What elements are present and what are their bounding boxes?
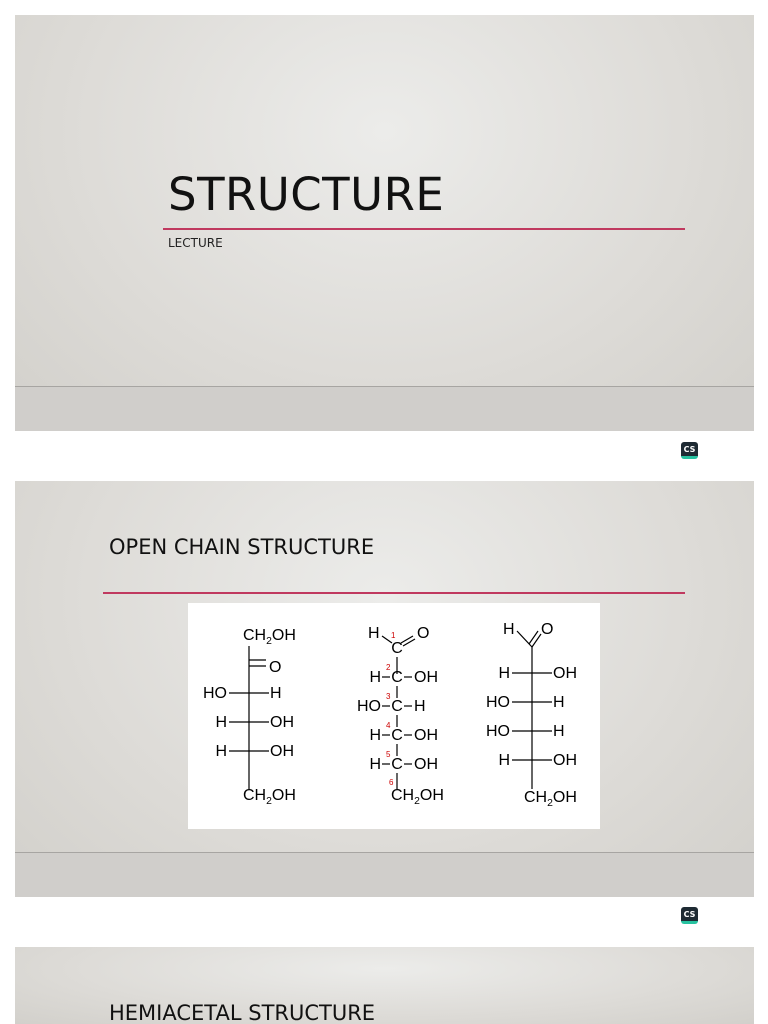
substituent-right: OH: [414, 669, 438, 686]
substituent-right: OH: [553, 752, 577, 769]
substituent-left: H: [369, 756, 381, 773]
carbon-number: 5: [386, 750, 391, 759]
substituent-left: H: [369, 727, 381, 744]
substituent-left: H: [498, 752, 510, 769]
carbon-label: C: [391, 727, 403, 744]
substituent-right: OH: [270, 743, 294, 760]
carbon-label: C: [391, 640, 403, 657]
substituent-right: OH: [414, 727, 438, 744]
carbon-label: C: [391, 756, 403, 773]
carbon-number: 2: [386, 663, 391, 672]
double-bond: [401, 636, 413, 643]
title-slide: [15, 15, 754, 431]
substituent-right: H: [553, 723, 565, 740]
double-bond: [532, 634, 541, 647]
slide-title: HEMIACETAL STRUCTURE: [109, 1001, 376, 1024]
substituent-right: OH: [553, 665, 577, 682]
aldehyde-h: H: [503, 621, 515, 638]
bottom-group-label: $CH_2OH$: [524, 789, 577, 809]
bottom-group-label: $CH_2OH$: [391, 787, 444, 807]
carbon-number: 1: [391, 631, 396, 640]
slide-footer-band: [15, 852, 754, 897]
aldehyde-o: O: [417, 625, 430, 642]
open-chain-slide: [15, 481, 754, 897]
carbon-number: 4: [386, 721, 391, 730]
hemiacetal-slide: [15, 947, 754, 1024]
substituent-left: HO: [357, 698, 381, 715]
substituent-right: OH: [414, 756, 438, 773]
top-group-label: $CH_2OH$: [243, 627, 296, 647]
substituent-right: H: [270, 685, 282, 702]
title-underline: [103, 592, 685, 594]
substituent-left: H: [215, 714, 227, 731]
substituent-left: HO: [203, 685, 227, 702]
bond: [517, 631, 532, 647]
substituent-left: H: [498, 665, 510, 682]
carbon-label: C: [391, 669, 403, 686]
carbon-number: 6: [389, 778, 394, 787]
slide-title: OPEN CHAIN STRUCTURE: [109, 535, 375, 559]
double-bond: [403, 639, 415, 646]
camscanner-icon: CS: [681, 442, 698, 459]
substituent-left: HO: [486, 694, 510, 711]
substituent-left: HO: [486, 723, 510, 740]
substituent-left: H: [215, 743, 227, 760]
title-underline: [163, 228, 685, 230]
aldehyde-h: H: [368, 625, 380, 642]
carbon-number: 3: [386, 692, 391, 701]
aldehyde-o: O: [541, 621, 554, 638]
substituent-right: H: [553, 694, 565, 711]
substituent-right: H: [414, 698, 426, 715]
fischer-projections-svg: [188, 603, 600, 829]
substituent-left: H: [369, 669, 381, 686]
carbon-label: C: [391, 698, 403, 715]
double-bond: [529, 631, 538, 644]
fischer-projections-figure: [188, 603, 600, 829]
substituent-right: OH: [270, 714, 294, 731]
slide-footer-band: [15, 386, 754, 431]
slide-subtitle: LECTURE: [168, 236, 223, 250]
camscanner-icon: CS: [681, 907, 698, 924]
bottom-group-label: $CH_2OH$: [243, 787, 296, 807]
carbonyl-oxygen: O: [269, 659, 282, 676]
slide-title: STRUCTURE: [168, 168, 445, 221]
